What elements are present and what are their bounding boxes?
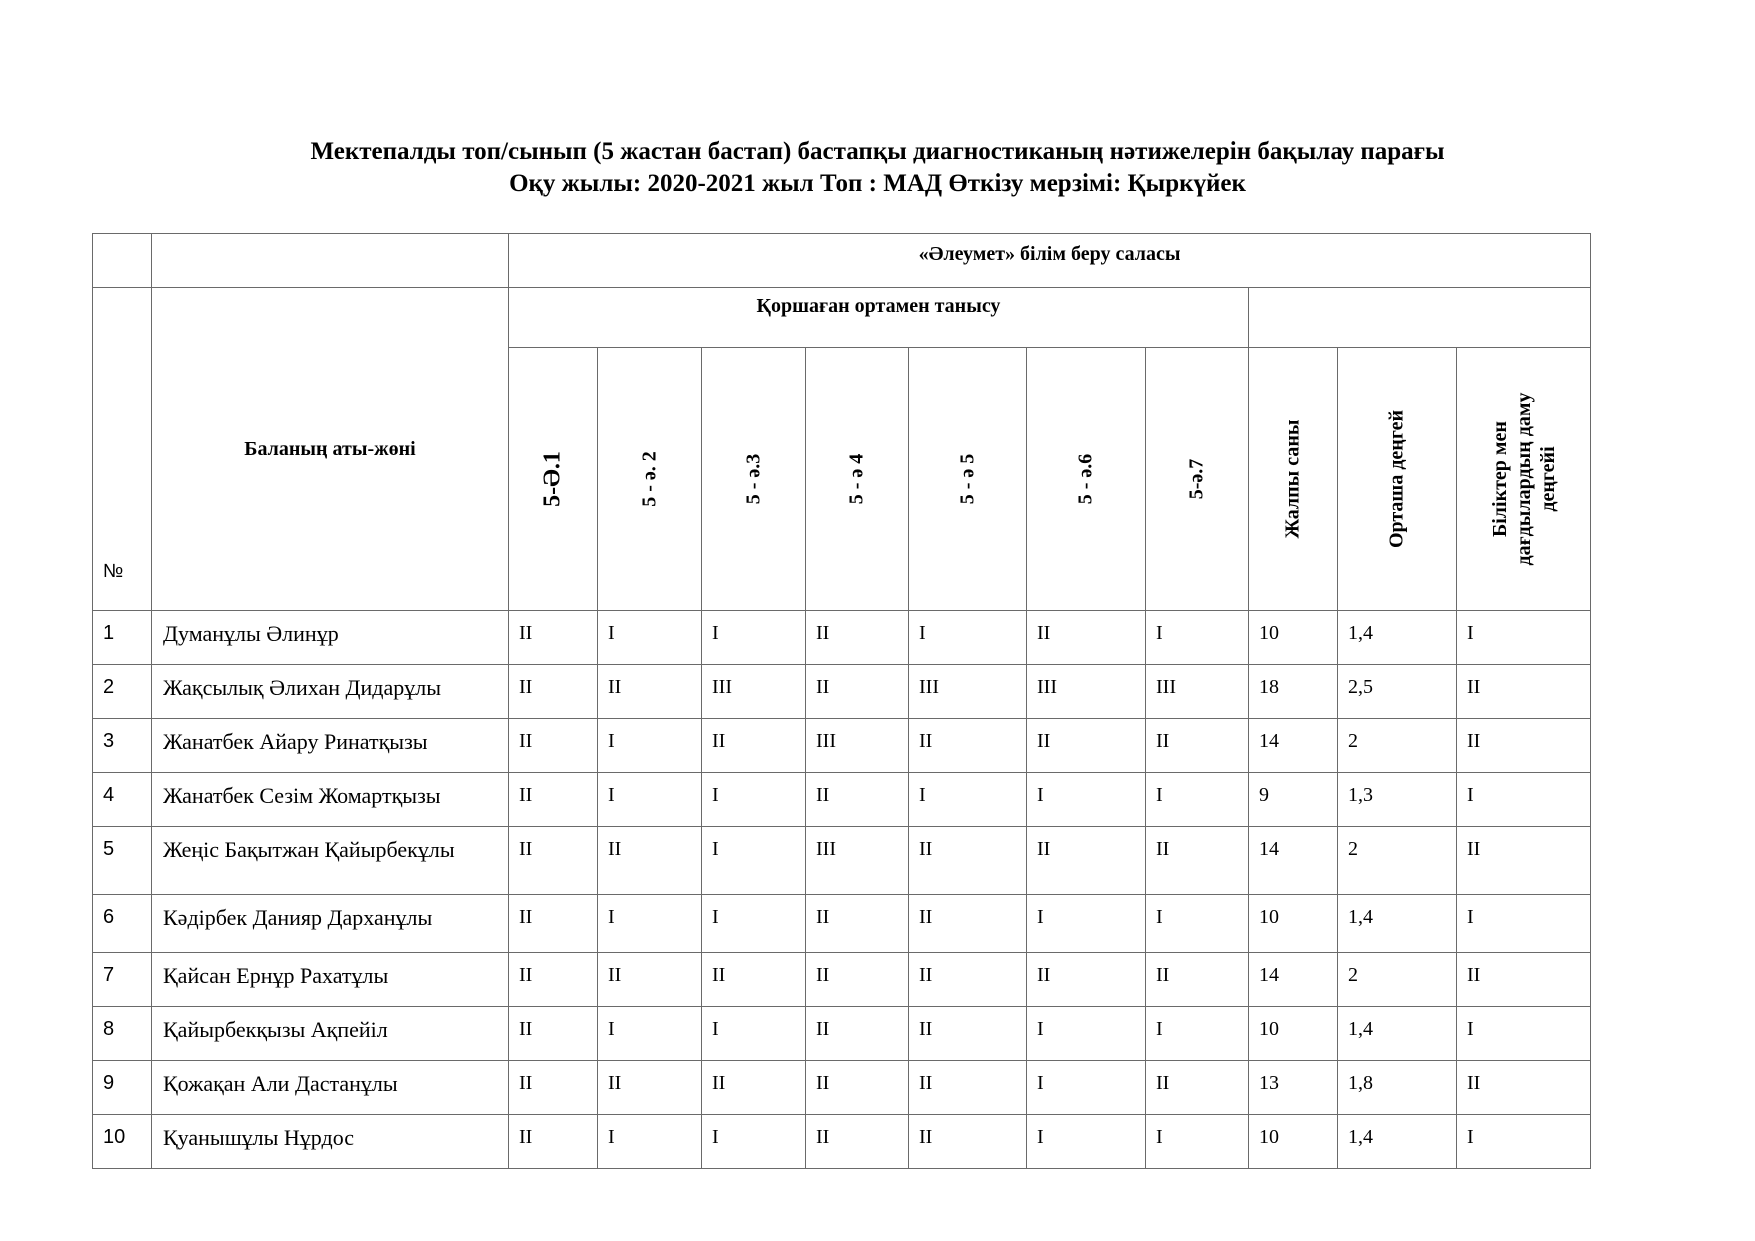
level-header bbox=[1457, 348, 1591, 611]
total-score: 10 bbox=[1249, 1007, 1338, 1061]
table-row bbox=[93, 895, 1591, 953]
row-number: 9 bbox=[93, 1061, 152, 1115]
title-line-1: Мектепалды топ/сынып (5 жастан бастап) бастапқы диагностиканың нәтижелерін бақылау парағы bbox=[310, 138, 1445, 165]
development-level: I bbox=[1457, 895, 1591, 953]
skill-header-label: 5 - ә. 2 bbox=[638, 451, 660, 507]
average-score: 1,4 bbox=[1338, 1115, 1457, 1169]
skill-score: II bbox=[702, 719, 806, 773]
skill-score: I bbox=[1027, 1115, 1146, 1169]
total-header bbox=[1249, 348, 1338, 611]
total-score: 13 bbox=[1249, 1061, 1338, 1115]
skill-score: I bbox=[1146, 611, 1249, 665]
skill-score: II bbox=[909, 719, 1027, 773]
skill-score: II bbox=[509, 665, 598, 719]
diagnostics-table bbox=[92, 233, 1591, 1169]
total-header-label: Жалпы саны bbox=[1281, 419, 1304, 539]
skill-header-7 bbox=[1146, 348, 1249, 611]
row-number: 8 bbox=[93, 1007, 152, 1061]
skill-header-label: 5-ә.7 bbox=[1185, 458, 1208, 500]
skill-score: I bbox=[702, 773, 806, 827]
child-name: Жанатбек Айару Ринатқызы bbox=[152, 719, 509, 773]
skill-header-3 bbox=[702, 348, 806, 611]
skill-score: III bbox=[806, 827, 909, 895]
skill-score: II bbox=[1027, 719, 1146, 773]
child-name: Қайсан Ернұр Рахатұлы bbox=[152, 953, 509, 1007]
development-level: II bbox=[1457, 1061, 1591, 1115]
area-header: «Әлеумет» білім беру саласы bbox=[509, 234, 1591, 288]
skill-score: II bbox=[806, 895, 909, 953]
average-score: 2,5 bbox=[1338, 665, 1457, 719]
title-line-2: Оқу жылы: 2020-2021 жыл Топ : МАД Өткізу мерзімі: Қыркүйек bbox=[509, 170, 1246, 197]
skill-score: II bbox=[909, 1007, 1027, 1061]
skill-score: I bbox=[1027, 895, 1146, 953]
skill-score: I bbox=[598, 719, 702, 773]
total-score: 10 bbox=[1249, 611, 1338, 665]
skill-score: II bbox=[509, 1061, 598, 1115]
child-name: Жанатбек Сезім Жомартқызы bbox=[152, 773, 509, 827]
skill-score: II bbox=[909, 895, 1027, 953]
total-score: 10 bbox=[1249, 895, 1338, 953]
total-score: 14 bbox=[1249, 827, 1338, 895]
skill-score: I bbox=[1146, 1115, 1249, 1169]
skill-score: II bbox=[598, 827, 702, 895]
development-level: II bbox=[1457, 719, 1591, 773]
skill-score: I bbox=[1146, 1007, 1249, 1061]
row-number: 1 bbox=[93, 611, 152, 665]
skill-score: II bbox=[806, 1115, 909, 1169]
total-score: 10 bbox=[1249, 1115, 1338, 1169]
skill-score: II bbox=[1027, 953, 1146, 1007]
child-name: Қожақан Али Дастанұлы bbox=[152, 1061, 509, 1115]
skill-score: II bbox=[806, 665, 909, 719]
header-empty-cell bbox=[93, 234, 152, 288]
skill-score: II bbox=[702, 1061, 806, 1115]
table-row bbox=[93, 719, 1591, 773]
average-header-label: Орташа деңгей bbox=[1385, 409, 1408, 549]
table-row bbox=[93, 665, 1591, 719]
development-level: II bbox=[1457, 827, 1591, 895]
development-level: II bbox=[1457, 953, 1591, 1007]
row-number: 5 bbox=[93, 827, 152, 895]
child-name: Думанұлы Әлинұр bbox=[152, 611, 509, 665]
table-row bbox=[93, 1007, 1591, 1061]
skill-score: II bbox=[598, 1061, 702, 1115]
skill-score: I bbox=[909, 773, 1027, 827]
skill-score: II bbox=[806, 1007, 909, 1061]
average-score: 1,4 bbox=[1338, 895, 1457, 953]
skill-score: II bbox=[1146, 827, 1249, 895]
average-header bbox=[1338, 348, 1457, 611]
skill-header-4 bbox=[806, 348, 909, 611]
child-name: Жеңіс Бақытжан Қайырбекұлы bbox=[152, 827, 509, 895]
skill-score: II bbox=[509, 719, 598, 773]
table-row bbox=[93, 773, 1591, 827]
average-score: 2 bbox=[1338, 827, 1457, 895]
development-level: I bbox=[1457, 1115, 1591, 1169]
table-row bbox=[93, 1061, 1591, 1115]
header-empty-cell bbox=[152, 234, 509, 288]
skill-score: II bbox=[509, 611, 598, 665]
table-row bbox=[93, 611, 1591, 665]
header-row-area bbox=[93, 234, 1591, 288]
skill-score: I bbox=[598, 773, 702, 827]
table-row bbox=[93, 827, 1591, 895]
skill-score: III bbox=[702, 665, 806, 719]
row-number: 10 bbox=[93, 1115, 152, 1169]
skill-header-2 bbox=[598, 348, 702, 611]
skill-score: II bbox=[598, 953, 702, 1007]
row-number: 4 bbox=[93, 773, 152, 827]
skill-score: I bbox=[909, 611, 1027, 665]
skill-score: II bbox=[1027, 827, 1146, 895]
development-level: I bbox=[1457, 611, 1591, 665]
skill-score: II bbox=[509, 1115, 598, 1169]
skill-score: I bbox=[598, 611, 702, 665]
skill-score: I bbox=[1146, 773, 1249, 827]
name-header: Баланың аты-жөні bbox=[152, 288, 509, 611]
skill-score: II bbox=[909, 1115, 1027, 1169]
skill-score: II bbox=[702, 953, 806, 1007]
average-score: 2 bbox=[1338, 953, 1457, 1007]
skill-score: II bbox=[1146, 953, 1249, 1007]
skill-score: II bbox=[909, 827, 1027, 895]
skill-header-label: 5 - ә.6 bbox=[1074, 453, 1097, 505]
skill-score: I bbox=[1027, 773, 1146, 827]
skill-score: II bbox=[509, 827, 598, 895]
total-score: 18 bbox=[1249, 665, 1338, 719]
total-score: 14 bbox=[1249, 719, 1338, 773]
skill-score: II bbox=[1146, 1061, 1249, 1115]
development-level: I bbox=[1457, 773, 1591, 827]
skill-score: II bbox=[806, 953, 909, 1007]
row-number: 2 bbox=[93, 665, 152, 719]
skill-score: II bbox=[909, 1061, 1027, 1115]
skill-header-label: 5 - ә.3 bbox=[742, 453, 764, 505]
skill-score: II bbox=[598, 665, 702, 719]
row-number: 6 bbox=[93, 895, 152, 953]
row-number: 3 bbox=[93, 719, 152, 773]
total-score: 9 bbox=[1249, 773, 1338, 827]
skill-score: I bbox=[702, 611, 806, 665]
skill-score: II bbox=[1146, 719, 1249, 773]
skill-score: I bbox=[1146, 895, 1249, 953]
header-empty-cell bbox=[1249, 288, 1591, 348]
skill-score: I bbox=[702, 895, 806, 953]
skill-score: II bbox=[509, 895, 598, 953]
average-score: 1,4 bbox=[1338, 611, 1457, 665]
page-title bbox=[0, 136, 1755, 200]
skill-score: III bbox=[909, 665, 1027, 719]
skill-score: I bbox=[598, 1007, 702, 1061]
skill-score: I bbox=[598, 1115, 702, 1169]
skill-score: III bbox=[1146, 665, 1249, 719]
skill-score: I bbox=[1027, 1061, 1146, 1115]
skill-score: II bbox=[806, 773, 909, 827]
development-level: II bbox=[1457, 665, 1591, 719]
number-header: № bbox=[93, 288, 152, 611]
table-body bbox=[93, 611, 1591, 1169]
child-name: Кәдірбек Данияр Дарханұлы bbox=[152, 895, 509, 953]
skill-header-6 bbox=[1027, 348, 1146, 611]
skill-header-5 bbox=[909, 348, 1027, 611]
header-row-subarea bbox=[93, 288, 1591, 348]
skill-score: II bbox=[1027, 611, 1146, 665]
child-name: Жақсылық Әлихан Дидарұлы bbox=[152, 665, 509, 719]
child-name: Қайырбекқызы Ақпейіл bbox=[152, 1007, 509, 1061]
skill-score: II bbox=[509, 953, 598, 1007]
development-level: I bbox=[1457, 1007, 1591, 1061]
skill-header-label: 5 - ә 5 bbox=[956, 453, 978, 505]
skill-score: II bbox=[509, 1007, 598, 1061]
average-score: 1,8 bbox=[1338, 1061, 1457, 1115]
skill-score: I bbox=[702, 827, 806, 895]
skill-score: II bbox=[509, 773, 598, 827]
row-number: 7 bbox=[93, 953, 152, 1007]
skill-score: I bbox=[702, 1007, 806, 1061]
skill-score: III bbox=[1027, 665, 1146, 719]
average-score: 1,3 bbox=[1338, 773, 1457, 827]
level-header-label: Біліктер мен дағдылардың даму деңгейі bbox=[1488, 392, 1559, 566]
skill-score: II bbox=[806, 1061, 909, 1115]
skill-header-label: 5-Ә.1 bbox=[539, 451, 566, 507]
skill-score: I bbox=[702, 1115, 806, 1169]
total-score: 14 bbox=[1249, 953, 1338, 1007]
table-row bbox=[93, 1115, 1591, 1169]
skill-header-1 bbox=[509, 348, 598, 611]
average-score: 1,4 bbox=[1338, 1007, 1457, 1061]
skill-score: II bbox=[806, 611, 909, 665]
skill-score: III bbox=[806, 719, 909, 773]
table-row bbox=[93, 953, 1591, 1007]
subarea-header: Қоршаған ортамен танысу bbox=[509, 288, 1249, 348]
skill-score: I bbox=[598, 895, 702, 953]
average-score: 2 bbox=[1338, 719, 1457, 773]
skill-score: I bbox=[1027, 1007, 1146, 1061]
child-name: Қуанышұлы Нұрдос bbox=[152, 1115, 509, 1169]
skill-header-label: 5 - ә 4 bbox=[845, 453, 868, 505]
skill-score: II bbox=[909, 953, 1027, 1007]
